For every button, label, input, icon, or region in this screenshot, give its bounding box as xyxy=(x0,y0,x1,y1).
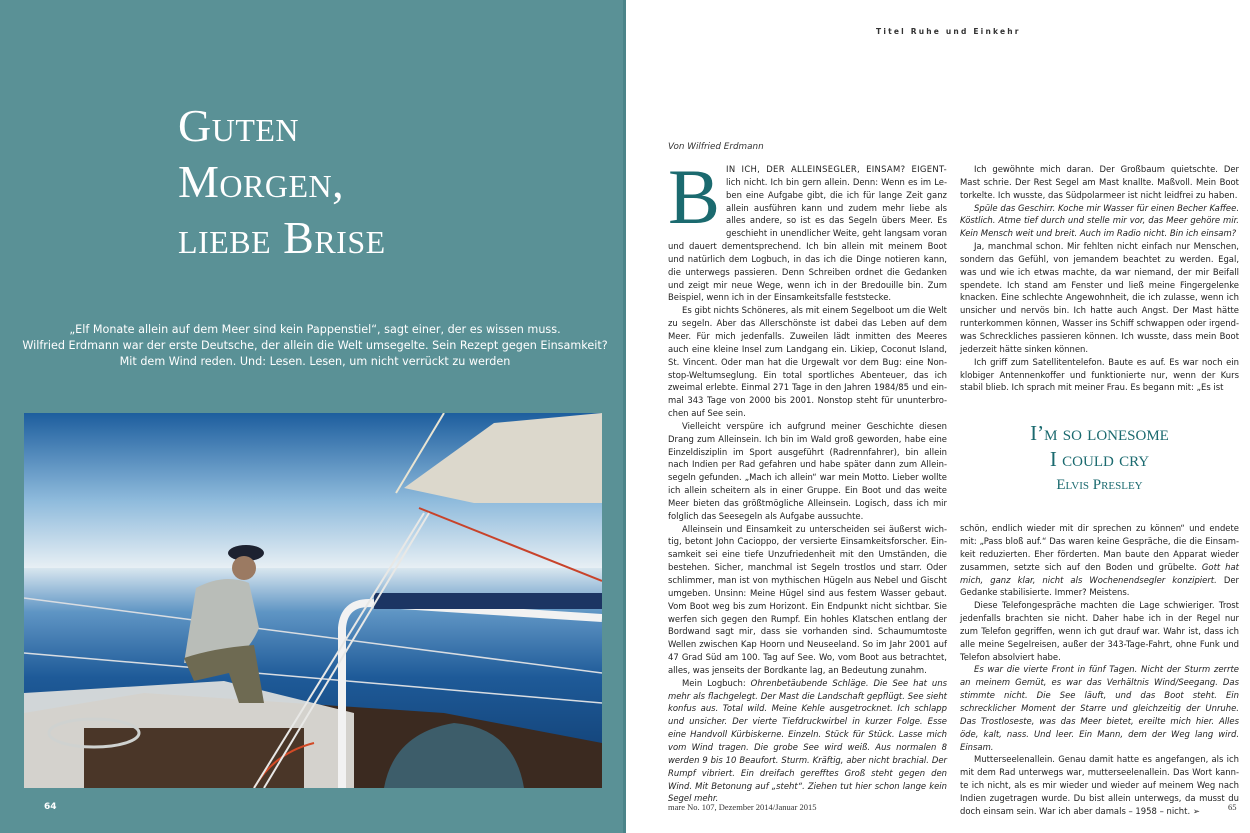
paragraph-12-text: Mutterseelenallein. Genau damit hatte es angefangen, als ich mit dem Rad unterwegs war, mutterseelenallein. Das Wort kannte ich nicht, als es mir wieder und wieder auf meinem Weg nach Indien zugetragen wurde. Du bist allein unterwegs, da musst du doch einsam sein. War ich aber damals – 1958 – nicht. xyxy=(960,754,1239,816)
page-number-right: 65 xyxy=(1228,802,1237,812)
article-title xyxy=(178,98,598,266)
pull-quote-line-1: I’m so lonesome xyxy=(1030,421,1169,446)
paragraph-12 xyxy=(960,753,1239,817)
paragraph-4: Alleinsein und Einsamkeit zu unterscheiden sei äußerst wichtig, betont John Cacioppo, der versierte Einsamkeitsforscher. Einsamkeit sei eine tiefe Unzufriedenheit mit den Umständen, die bestehen. Sicher, manchmal ist Segeln trostlos und starr. Oder schlimmer, man ist von mythischen Hügeln aus Nebel und Gischt umgeben. Unsinn: Meine Hügel sind aus festem Wasser gebaut. Vom Boot weg bis zum Horizont. Ein Endpunkt nicht sichtbar. Sie werfen sich gegen den Rumpf. Ein hohles Klatschen entlang der Bordwand sagt mir, dass sie vorhanden sind. Schaumumtoste Wellen zwischen Kap Hoorn und Neuseeland. So im Jahr 2001 auf 47 Grad Süd am 100. Tag auf See. Wo, vom Boot aus betrachtet, alles, was jenseits der Bordkante lag, an Bedeutung zunahm. xyxy=(668,523,947,675)
continued-text-b: Der Gedanke stabilisierte. Immer? Meistens. xyxy=(960,574,1239,598)
paragraph-9-continued xyxy=(960,522,1239,599)
intro-line-2: Wilfried Erdmann war der erste Deutsche, der allein die Welt umsegelte. Sein Rezept gegen Einsamkeit? xyxy=(22,339,608,352)
paragraph-5 xyxy=(668,677,947,805)
drop-cap: B xyxy=(668,153,721,240)
paragraph-9: Ich griff zum Satellitentelefon. Baute es auf. Es war noch ein klobiger Antennenkoffer und funktionierte nur, wenn der Kurs stabil blieb. Ich sprach mit meiner Frau. Es begann mit: „Es ist xyxy=(960,356,1239,393)
logbook-entry: Ohrenbetäubende Schläge. Die See hat uns mehr als flachgelegt. Der Mast die Landschaft gepflügt. See sieht konfus aus. Total wild. Meine Kehle ausgetrocknet. Ich schlapp und unsicher. Der vierte Tiefdruckwirbel in kurzer Folge. Esse eine Handvoll Kürbiskerne. Einzeln. Stück für Stück. Lasse mich vom Wind tragen. Die grobe See wird weiß. Aus normalen 8 werden 9 bis 10 Beaufort. Sturm. Kräftig, aber nicht brachial. Der Rumpf vibriert. Ein dreifach gerefftes Groß steht gegen den Wind. Mit Betonung auf „steht“. Ziehen tut hier schon lange kein Segel mehr. xyxy=(668,677,947,804)
page-number-left: 64 xyxy=(44,802,57,812)
paragraph-3: Vielleicht verspüre ich aufgrund meiner Geschichte diesen Drang zum Alleinsein. Ich bin im Wald groß geworden, habe eine Einzeldisziplin im Sport ausgeführt (Radrennfahrer), bin allein nach Indien per Rad gefahren und habe später dann zum Alleinsegeln gefunden. „Mach ich allein“ war mein Motto. Lieber wollte ich allein scheitern als in einer Gruppe. Ein Boot und das weite Meer bieten das größtmögliche Alleinsein. Logisch, dass ich mir folglich das Seesegeln als Aufgabe aussuchte. xyxy=(668,420,947,521)
byline: Von Wilfried Erdmann xyxy=(668,142,764,152)
issue-footer: mare No. 107, Dezember 2014/Januar 2015 xyxy=(668,802,817,812)
paragraph-8: Ja, manchmal schon. Mir fehlten nicht einfach nur Menschen, sondern das Gefühl, von jemandem beachtet zu werden. Egal, was und wie ich etwas machte, da war niemand, der mir Beifall spendete. Ich stand am Fenster und ließ meine Fingergelenke knacken. Eine schlechte Angewohnheit, die ich zulasse, wenn ich unsicher und nervös bin. Ich hatte auch Angst. Der Mast hätte runterkommen können, Wasser ins Schiff schwappen oder irgendwas Schreckliches passieren können. Ich wusste, dass mein Boot jederzeit hätte sinken können. xyxy=(960,241,1239,354)
paragraph-2: Es gibt nichts Schöneres, als mit einem Segelboot um die Welt zu segeln. Aber das Allerschönste ist dabei das Leben auf dem Meer. Für mich jedenfalls. Zuweilen lädt inmitten des Meeres auch eine kleine Insel zum Landgang ein. Likiep, Coconut Island, St. Vincent. Oder man hat die Urgewalt vor dem Bug: eine Nonstop-Weltumseglung. Ein total sportliches Abenteuer, das ich zweimal erlebte. Einmal 271 Tage in den Jahren 1984/85 und einmal 343 Tage von 2000 bis 2001. Nonstop steht für ununterbrochen auf See sein. xyxy=(668,305,947,419)
sailor-photo xyxy=(24,413,602,788)
logbook-lead: Mein Logbuch: xyxy=(682,677,751,688)
text-column-2 xyxy=(960,163,1239,818)
intro-line-1: „Elf Monate allein auf dem Meer sind kein Pappenstiel“, sagt einer, der es wissen muss. xyxy=(69,323,561,336)
continued-text-italic: Gott hat mich, ganz klar, nicht als Wochenendsegler konzipiert. xyxy=(960,561,1239,585)
running-head: Titel Ruhe und Einkehr xyxy=(876,27,1021,36)
paragraph-6: Ich gewöhnte mich daran. Der Großbaum quietschte. Der Mast schrie. Der Rest Segel am Mast knallte. Maßvoll. Mein Boot torkelte. Ich wusste, das Südpolarmeer ist nicht leidfrei zu haben. xyxy=(960,164,1239,200)
intro-line-3: Mit dem Wind reden. Und: Lesen. Lesen, um nicht verrückt zu werden xyxy=(119,355,511,368)
paragraph-10: Diese Telefongespräche machten die Lage schwieriger. Trost jedenfalls brachten sie nicht. Daher habe ich in der Regel nur zum Telefon gegriffen, wenn ich gut drauf war. Wahr ist, dass ich alle meine Segelreisen, außer der 343-Tage-Fahrt, ohne Funk und Telefon absolviert habe. xyxy=(960,600,1239,662)
pull-quote-line-2: I could cry xyxy=(1049,447,1150,472)
pull-quote xyxy=(960,420,1239,496)
paragraph-11: Es war die vierte Front in fünf Tagen. Nicht der Sturm zerrte an meinem Gemüt, es war das Verhältnis Wind/Seegang. Das stimmte nicht. Die See läuft, und das Boot steht. Ein schrecklicher Moment der Starre und gleichzeitig der Unruhe. Das Trostloseste, was das Meer bietet, ereilte mich hier. Alles öde, kalt, nass. Und leer. Ein Mann, dem der Weg lang wird. Einsam. xyxy=(960,664,1239,752)
sailor-photo-illustration xyxy=(24,413,602,788)
continue-arrow-icon: ➢ xyxy=(1192,805,1200,816)
title-line-3: liebe Brise xyxy=(178,212,386,263)
continued-text-a: schön, endlich wieder mit dir sprechen zu können“ und endete mit: „Pass bloß auf.“ Das waren keine Gespräche, die die Einsamkeit reduzierten. Eher förderten. Man baute den Apparat wieder zusammen, setzte sich auf den Boden und grübelte. xyxy=(960,523,1239,572)
pull-quote-author: Elvis Presley xyxy=(1056,477,1143,494)
paragraph-1 xyxy=(668,153,947,304)
paragraph-1-text: lich nicht. Ich bin gern allein. Denn: Wenn es im Leben eine Aufgabe gibt, die ich für lange Zeit ganz allein ausführen kann und zudem mehr liebe als alles andere, so ist es das Segeln übers Meer. Es geschieht in unendlicher Weite, geht langsam voran und dauert dementsprechend. Ich bin allein mit meinem Boot und natürlich dem Logbuch, in das ich die Dinge notieren kann, die unterwegs passieren. Denn Schreiben ordnet die Gedanken und zeigt mir neue Wege, wenn ich in der Bredouille bin. Zum Beispiel, wenn ich in der Einsamkeitsfalle feststecke. xyxy=(668,176,947,303)
article-intro xyxy=(20,322,610,370)
lead-caps: IN ICH, DER ALLEINSEGLER, EINSAM? EIGENT- xyxy=(726,164,947,174)
paragraph-7: Spüle das Geschirr. Koche mir Wasser für einen Becher Kaffee. Köstlich. Atme tief durch und stelle mir vor, das Meer gehöre mir. Kein Mensch weit und breit. Auch im Radio nicht. Bin ich einsam? xyxy=(960,202,1239,239)
title-line-1: Guten xyxy=(178,100,300,151)
page-spine xyxy=(623,0,626,833)
title-line-2: Morgen, xyxy=(178,156,345,207)
text-column-1 xyxy=(668,153,947,805)
